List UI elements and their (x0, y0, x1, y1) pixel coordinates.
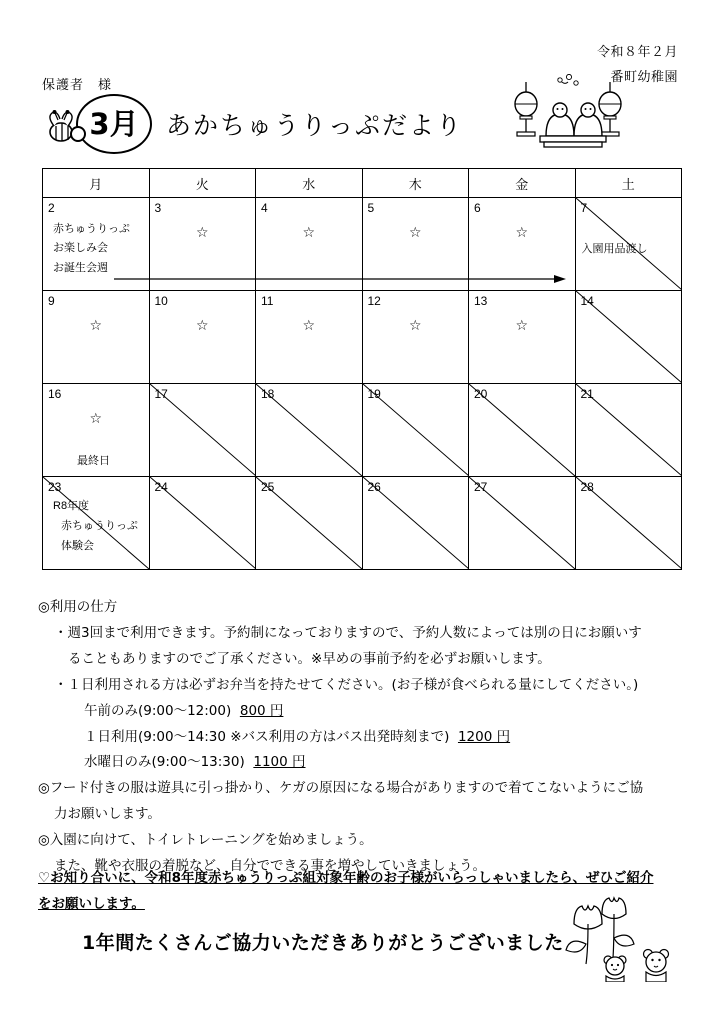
referral-notice-line-2: をお願いします。 (38, 895, 145, 912)
calendar-cell (43, 291, 150, 384)
day-number: 9 (48, 294, 55, 308)
calendar-cell (149, 198, 256, 291)
calendar-cell (149, 384, 256, 477)
cell-note-line: 入園用品渡し (581, 243, 648, 255)
cell-note-line: 最終日 (77, 455, 110, 467)
calendar-header-row (43, 169, 682, 198)
star-mark: ☆ (89, 317, 103, 333)
usage-line-2: ることもありますのでご了承ください。※早めの事前予約を必ずお願いします。 (68, 650, 551, 667)
fee-wednesday (38, 750, 688, 776)
school-name: 番町幼稚園 (610, 68, 678, 84)
day-number: 27 (474, 480, 488, 494)
star-mark: ☆ (89, 410, 103, 426)
calendar-cell (575, 384, 682, 477)
star-mark: ☆ (515, 317, 529, 333)
day-number: 7 (580, 201, 588, 215)
day-number: 3 (154, 201, 162, 215)
fee-morning-amount: 800 円 (239, 702, 284, 719)
fee-fullday-amount: 1200 円 (457, 728, 511, 745)
day-number: 11 (261, 294, 274, 308)
day-number: 14 (580, 294, 594, 308)
fee-wednesday-label: 水曜日のみ(9:00〜13:30) (84, 754, 245, 771)
calendar-week-row (43, 198, 682, 291)
star-mark: ☆ (515, 224, 529, 240)
calendar-cell (469, 477, 576, 570)
calendar-cell (575, 198, 682, 291)
day-number: 12 (367, 294, 381, 308)
calendar-cell (575, 477, 682, 570)
calendar-weekday-fri: 金 (469, 169, 576, 198)
cell-note-line: お楽しみ会 (53, 242, 108, 255)
day-number: 6 (474, 201, 481, 215)
issue-date: 令和８年２月 (596, 44, 678, 59)
fee-fullday (38, 725, 688, 751)
cell-note-line: 赤ちゅうりっぷ (53, 223, 130, 235)
cell-note-line: 赤ちゅうりっぷ (61, 519, 138, 532)
calendar-cell (362, 477, 469, 570)
month-badge-label: 3月 (89, 106, 139, 141)
month-badge (76, 94, 152, 154)
hood-warning-line-2: 力お願いします。 (54, 806, 161, 823)
calendar-weekday-mon: 月 (43, 169, 150, 198)
usage-line-1: ・週3回まで利用できます。予約制になっておりますので、予約人数によっては別の日にお願いす (54, 624, 642, 641)
calendar-cell (362, 198, 469, 291)
page-title: あかちゅうりっぷだより (166, 111, 464, 140)
calendar-cell (43, 384, 150, 477)
tulip-and-bear-icon (560, 890, 682, 982)
cell-notes (53, 497, 138, 556)
calendar-table (42, 168, 682, 570)
star-mark: ☆ (408, 224, 422, 240)
toilet-training-line-2: また、靴や衣服の着脱など、自分でできる事を増やしていきましょう。 (54, 858, 486, 875)
calendar-cell (469, 384, 576, 477)
calendar-cell (469, 198, 576, 291)
day-number: 19 (367, 387, 381, 401)
fee-morning-label: 午前のみ(9:00〜12:00) (84, 702, 232, 719)
calendar-cell (256, 477, 363, 570)
calendar-cell (575, 291, 682, 384)
star-mark: ☆ (302, 317, 316, 333)
day-number: 17 (154, 387, 168, 401)
hood-warning-line-1: ◎フード付きの服は遊具に引っ掛かり、ケガの原因になる場合がありますので着てこないようにご協 (38, 780, 644, 797)
day-number: 23 (48, 480, 62, 494)
day-number: 16 (48, 387, 62, 401)
day-number: 28 (580, 480, 594, 494)
cell-notes (53, 220, 130, 278)
calendar-cell (469, 291, 576, 384)
toilet-training-line-1: ◎入園に向けて、トイレトレーニングを始めましょう。 (38, 832, 373, 849)
calendar-weekday-tue: 火 (149, 169, 256, 198)
calendar-cell (149, 477, 256, 570)
day-number: 18 (261, 387, 275, 401)
star-mark: ☆ (195, 224, 209, 240)
calendar-week-row (43, 384, 682, 477)
calendar-week-row (43, 291, 682, 384)
day-number: 24 (154, 480, 168, 494)
title-row (42, 92, 463, 156)
calendar-cell (256, 384, 363, 477)
calendar-weekday-wed: 水 (256, 169, 363, 198)
calendar-cell (43, 477, 150, 570)
star-mark: ☆ (302, 224, 316, 240)
calendar-cell (256, 291, 363, 384)
calendar-week-row (43, 477, 682, 570)
cell-note-line: お誕生会週 (53, 261, 108, 274)
usage-line-3: ・１日利用される方は必ずお弁当を持たせてください。(お子様が食べられる量にしてください。) (54, 676, 639, 693)
usage-heading: ◎利用の仕方 (38, 599, 118, 615)
addressee: 保護者 様 (42, 77, 113, 92)
day-number: 26 (367, 480, 381, 494)
hinamatsuri-lantern-icon (508, 74, 628, 156)
day-number: 5 (367, 201, 375, 215)
fee-morning (38, 699, 688, 725)
calendar-weekday-thu: 木 (362, 169, 469, 198)
day-number: 20 (474, 387, 488, 401)
fee-wednesday-amount: 1100 円 (253, 754, 306, 771)
day-number: 13 (474, 294, 488, 308)
day-number: 21 (580, 387, 594, 401)
notes-section (38, 595, 688, 880)
day-number: 2 (48, 201, 55, 215)
day-number: 25 (261, 480, 275, 494)
calendar-weekday-sat: 土 (575, 169, 682, 198)
thanks-message: 1年間たくさんご協力いただきありがとうございました (82, 932, 564, 954)
cell-note-line: R8年度 (53, 500, 90, 512)
calendar-cell (362, 291, 469, 384)
calendar-cell (256, 198, 363, 291)
star-mark: ☆ (195, 317, 209, 333)
star-mark: ☆ (408, 317, 422, 333)
calendar-cell (362, 384, 469, 477)
calendar-cell (149, 291, 256, 384)
day-number: 4 (261, 201, 268, 215)
day-number: 10 (154, 294, 168, 308)
fee-fullday-label: １日利用(9:00〜14:30 ※バス利用の方はバス出発時刻まで) (84, 728, 450, 745)
cell-note-line: 体験会 (61, 539, 94, 552)
referral-notice-line-1: ♡お知り合いに、令和8年度赤ちゅうりっぷ組対象年齢のお子様がいらっしゃいましたら、ぜひご紹介 (38, 870, 654, 886)
calendar-cell (43, 198, 150, 291)
